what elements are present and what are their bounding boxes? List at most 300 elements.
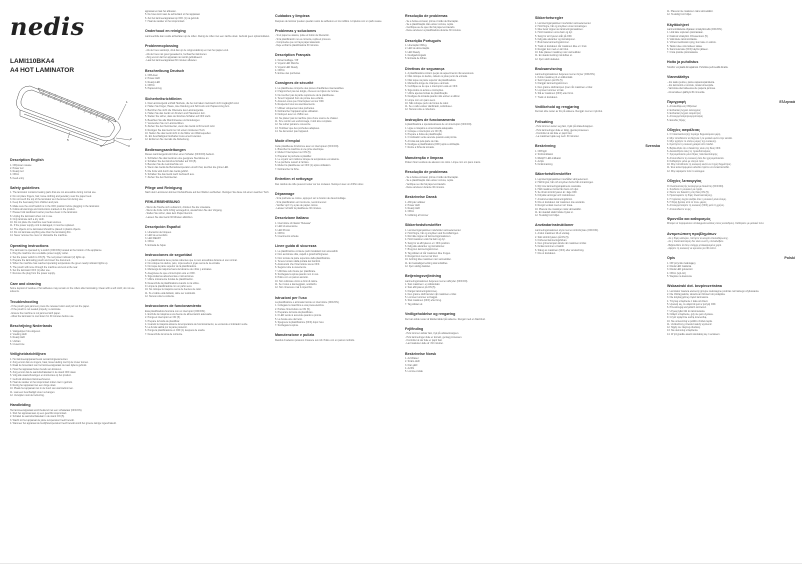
- section-title: Problemas y soluciones: [275, 28, 317, 33]
- section-heading: [10, 324, 138, 328]
- section: [275, 29, 400, 48]
- section-list: [667, 81, 795, 94]
- list-item: 12. Μην αφαιρείτε ποτέ το κάλυμμα.: [667, 169, 705, 173]
- section-title: Vedlikehold og rengjøring: [535, 104, 580, 109]
- section-heading: [145, 186, 270, 190]
- list-item: 11. En skadet ledning må skiftes ut.: [535, 54, 573, 58]
- list-item: 1. Koble maskinen til en stikkontakt.: [535, 75, 574, 79]
- list-item: 8. Tag stikket ud når maskinen ikke bruges.: [405, 251, 451, 255]
- list-item: 7. Utilice únicamente fundas de plastificación.: [145, 278, 194, 282]
- list-item: 7. Please hold cardboard carrier pouches clean in the laminator.: [10, 211, 78, 215]
- list-item: 12. Entfernen Sie niemals die Abdeckung.: [145, 138, 190, 142]
- section-title: Bedienungsanleitungen: [145, 147, 186, 152]
- section-heading: [405, 156, 530, 160]
- list-item: 1. Interruttore di rilascio "Release": [275, 221, 312, 225]
- section-title: Cuidados y limpieza: [275, 14, 310, 18]
- section: [667, 232, 795, 251]
- section-title: Resolução de problemas: [405, 14, 448, 18]
- section-paragraph: Nach dem Laminieren können Klebstoffreste auf den Walzen verbleiben. Reinigen Sie diese mit einem weichen Tuch.: [145, 191, 270, 195]
- list-item: 6. Mettez la plastifieuse sur OFF (1) après utilisation.: [275, 164, 331, 168]
- section-title: Probleemoplossing: [145, 43, 179, 48]
- list-item: 5. Make sure the on/off switch is in the OFF position before plugging in the laminator.: [10, 204, 100, 208]
- list-item: 14. W przypadku awarii skontaktuj się z serwisem.: [667, 332, 721, 336]
- list-item: 1. Vastgelopen foto-uitgeven: [10, 329, 41, 333]
- list-item: 3. Berühren Sie nicht die Oberseite des Laminiergeräts.: [145, 108, 204, 112]
- list-item: - Si el papel se atasca, pulse el botón de liberación.: [275, 34, 330, 38]
- section-title: Description Français: [275, 53, 311, 58]
- section-heading: [667, 75, 795, 79]
- list-item: 6. Ακολουθήστε όλες τις προειδοποιήσεις.: [667, 149, 712, 153]
- list-item: 2. Power LED: [405, 203, 420, 207]
- section-title: FEHLERBEHEBUNG: [145, 200, 180, 205]
- list-item: 5. Inserimento schede: [275, 235, 299, 239]
- list-item: 7. Retire a ficha da tomada.: [405, 146, 435, 150]
- section-title: Resolução de problemas: [405, 170, 448, 175]
- list-item: - Vérifiez qu'il n'y a pas de papier coincé.: [275, 203, 319, 207]
- list-item: 7. Ziehen Sie den Netzstecker.: [145, 176, 178, 180]
- list-item: 6. Siga todos os avisos e instruções.: [405, 88, 444, 92]
- section: [10, 403, 138, 425]
- list-item: 6. Przestrzegaj wszystkich ostrzeżeń.: [667, 306, 707, 310]
- list-item: - Hvis lamineringen ikke er korrekt, gentag processen.: [405, 335, 463, 339]
- section: [145, 97, 270, 142]
- list-item: 5. Papiereinzug: [145, 87, 162, 91]
- list-item: - Jos laminointi ei onnistu, toista toimenpide.: [667, 84, 714, 88]
- section-list: [405, 280, 530, 306]
- section-list: [405, 123, 530, 149]
- callout-1: 1: [126, 100, 128, 104]
- section: [145, 225, 270, 247]
- list-item: 6. Siga todas las advertencias e instrucciones.: [145, 275, 195, 279]
- section-heading: [10, 244, 138, 248]
- section: [667, 100, 795, 122]
- list-item: 2. Coloque o interruptor em ON (5).: [405, 129, 443, 133]
- section: [405, 274, 530, 306]
- section-heading: [10, 158, 138, 162]
- list-item: 10. Placera inte maskinen nära värmekällor.: [535, 207, 582, 211]
- list-item: 11. Ein beschädigtes Netzkabel muss ersetzt werden.: [145, 135, 202, 139]
- list-item: 4. Håll maskinen borta från barn och djur.: [535, 187, 579, 191]
- section: [10, 324, 138, 346]
- section-title: Vianmääritys: [667, 75, 690, 80]
- section-title: Säkerhetsföreskrifter: [535, 172, 572, 177]
- list-item: 12. Nigdy nie zdejmuj obudowy.: [667, 326, 701, 330]
- section: [10, 352, 138, 397]
- list-item: 3. Prepare the laminating pouch and insert the document.: [10, 259, 71, 263]
- list-item: Lamineringsmaskinen styrs med en strömbrytare (OFF/ON).: [535, 228, 599, 232]
- section: [405, 14, 530, 33]
- section-title: Descripción Español: [145, 225, 181, 230]
- section-heading: [405, 327, 530, 331]
- section-list: [10, 249, 138, 275]
- list-item: 4. Av/på: [535, 159, 544, 163]
- list-item: 9. Reinig het apparaat met een droge doek.: [10, 384, 57, 388]
- section-list: [10, 330, 138, 346]
- section: [145, 200, 270, 219]
- list-item: 2. LED de encendido: [145, 233, 168, 237]
- section-title: Feilsøking: [535, 119, 553, 124]
- section-paragraph: Some deposit of residue of hot adhesive may remain on the rollers after laminating. Clean with a soft cloth; do not use solvents.: [10, 287, 135, 294]
- list-item: 3. Rør ikke toppen af lamineringsmaskinen.: [405, 235, 451, 239]
- list-item: 10. Plaats het apparaat niet in de buurt van warmtebronnen.: [10, 387, 74, 391]
- section-paragraph: Der kan sidde rester af klæbemiddel på valserne. Rengør med en blød klud.: [405, 317, 486, 321]
- section: [145, 44, 270, 63]
- list-item: 2. Ενδεικτική λυχνία λειτουργίας: [667, 108, 701, 112]
- language-label: Polski: [784, 256, 795, 261]
- section-paragraph: Residui di adesivo possono rimanere sui rulli. Pulire con un panno morbido.: [275, 338, 355, 342]
- list-item: 5. Lomme-inntak: [405, 370, 423, 374]
- list-item: 3. Klargør lamineringslommen.: [405, 289, 438, 293]
- section-title: Instrucciones de seguridad: [145, 253, 192, 258]
- list-item: 5. Asegúrese de que el interruptor esté en OFF.: [145, 271, 196, 275]
- list-item: 5. Fickan kommer ut baktill.: [535, 245, 565, 249]
- list-item: 1. Collegare la macchina a una presa elettrica.: [275, 304, 325, 308]
- list-item: 1. Das Laminiergerät enthält Heizteile, die bei normalem Gebrauch nicht zugänglich sind.: [145, 102, 240, 106]
- list-item: - Anna laitteen jäähtyä 30 minuuttia.: [667, 90, 706, 94]
- list-item: 11. If the power supply cord is damaged, it must be replaced.: [10, 224, 75, 228]
- list-item: 7. Remove the plug from the power supply.: [10, 272, 56, 276]
- list-item: 2. Power-LED: [145, 77, 160, 81]
- list-item: 3. Dioda LED gotowości: [667, 268, 693, 272]
- section: [275, 244, 400, 289]
- section: [275, 177, 400, 186]
- section-title: Sikkerhetsregler: [535, 16, 564, 20]
- section-title: Pflege und Reinigung: [145, 185, 182, 190]
- list-item: - Wenn die Folie nicht richtig versiegelt ist, wiederholen Sie den Vorgang.: [145, 209, 223, 213]
- list-item: 6. Απενεργοποιήστε τη συσκευή (OFF) μετά τη χρήση.: [667, 204, 725, 208]
- list-item: 4. Houd het apparaat buiten bereik van kinderen.: [10, 367, 62, 371]
- list-item: 3. Ready led: [10, 170, 24, 174]
- list-item: 3. Ready-LED: [145, 80, 161, 84]
- list-item: 3. Wacht tot het apparaat de juiste temperatuur heeft bereikt.: [10, 418, 75, 422]
- list-item: - Wenn die Tasche sich verklemmt, drücken Sie die Lösetaste.: [145, 205, 211, 209]
- list-item: 4. Απενεργοποίηση/ενεργοποίηση: [667, 115, 704, 119]
- list-item: 11. Uszkodzony przewód należy wymienić.: [667, 322, 713, 326]
- list-item: 8. Unplug the laminator when not in use.: [10, 214, 53, 218]
- list-item: 1. Off/power release: [10, 163, 32, 167]
- section-list: [145, 259, 270, 299]
- section-list: [405, 176, 530, 189]
- list-item: 6. Sammuta laite (OFF) käytön jälkeen.: [667, 47, 709, 51]
- section-heading: [10, 282, 138, 286]
- section-list: [145, 49, 270, 62]
- section-title: Istruzioni per l'uso: [275, 295, 307, 300]
- section: [405, 118, 530, 150]
- list-item: 3. Nie dotykaj górnej części laminatora.: [667, 296, 709, 300]
- list-item: 1. Plug the machine into a suitable power supply outlet.: [10, 252, 69, 256]
- list-item: 4. When the machine has reached operating temperature the green ready indicator lights up.: [10, 262, 108, 266]
- list-item: - Kontroller at det ikke er papir fast.: [535, 131, 573, 135]
- list-item: 2. Hold fingre, hår og smykker unna innmatingen.: [535, 24, 588, 28]
- list-item: 4. Off/on: [405, 210, 415, 214]
- list-item: 8. Desenchufe la plastificadora cuando no la utilice.: [145, 281, 200, 285]
- section-title: Consignes de sécurité: [275, 81, 314, 86]
- list-item: 5. Upewnij się, że włącznik jest w pozycji OFF.: [667, 303, 717, 307]
- list-item: 10. Ne placez pas la machine près d'une source de chaleur.: [275, 116, 339, 120]
- section-list: [10, 409, 138, 425]
- list-item: 1. Liberación de bloqueo: [145, 230, 172, 234]
- section-title: Instruções de funcionamento: [405, 117, 456, 122]
- list-item: - Compruebe que no haya papel atascado.: [275, 40, 321, 44]
- section-title: Description English: [10, 158, 44, 162]
- list-item: 4. Mantenga la máquina fuera del alcance de niños y animales.: [145, 268, 212, 272]
- section: [145, 304, 270, 336]
- list-item: 3. Non toccare la parte superiore della plastificatrice.: [275, 256, 331, 260]
- list-item: 1. Off/Lösen: [145, 74, 158, 78]
- list-item: 9. Reinigen Sie das Gerät nur mit einem trockenen Tuch.: [145, 128, 206, 132]
- section: [667, 179, 795, 211]
- list-item: 1. Ο πλαστικοποιητής περιέχει θερμαινόμενα μέρη.: [667, 133, 721, 137]
- list-item: 9. Czyść wyłącznie suchą ściereczką.: [667, 316, 707, 320]
- section-heading: [145, 253, 270, 257]
- list-item: 9. Καθαρίζετε μόνο με στεγνό πανί.: [667, 159, 705, 163]
- section-heading: [667, 23, 795, 27]
- list-item: 6. Schalten Sie das Gerät nach Gebrauch aus.: [145, 173, 195, 176]
- list-item: 10. No coloque la máquina cerca de fuentes de calor.: [145, 288, 202, 292]
- list-item: 5. Βεβαιωθείτε ότι ο διακόπτης είναι στη θέση OFF.: [667, 146, 721, 150]
- section-heading: [405, 14, 530, 18]
- list-item: - Verifique se não há papel encravado.: [405, 182, 446, 186]
- section-title: Beschrijving Nederlands: [10, 324, 53, 329]
- list-item: 2. Θέστε τον διακόπτη στη θέση ON (5).: [667, 191, 710, 195]
- section-heading: [667, 217, 795, 221]
- list-item: 7. Verwenden Sie nur Laminierfolien.: [145, 121, 185, 125]
- section-list: [535, 229, 660, 255]
- list-item: 2. Dioda LED zasilania: [667, 265, 692, 269]
- section: [535, 105, 660, 114]
- section: [275, 333, 400, 342]
- list-item: 4. Le voyant vert s'allume lorsque la température est atteinte.: [275, 157, 340, 161]
- section: [145, 69, 270, 91]
- list-item: 1. La plastificatrice contiene parti riscaldanti non accessibili.: [275, 249, 339, 253]
- list-item: Cette plastifieuse fonctionne avec un interrupteur (OFF/ON).: [275, 144, 339, 148]
- section-title: Hoito ja puhdistus: [667, 60, 699, 65]
- list-item: 2. Schalten Sie den Ein/Aus-Schalter auf ON (5).: [145, 159, 197, 163]
- list-item: 5. Entrée des pochettes: [275, 72, 301, 76]
- section-title: Sikkerhedsforskrifter: [405, 223, 442, 228]
- list-item: 4. Off/on: [145, 240, 155, 244]
- list-item: 3. READY LED-indikator: [535, 156, 561, 160]
- page-bottom-rule: [0, 563, 802, 564]
- section-title: Beskrivelse Norsk: [405, 351, 437, 356]
- section: [535, 16, 660, 61]
- callout-2: 2: [130, 137, 132, 141]
- section-heading: [145, 225, 270, 229]
- section-title: Operating instructions: [10, 243, 49, 248]
- list-item: 6. Beachten Sie alle Warnhinweise und Anleitungen.: [145, 118, 201, 122]
- list-item: 3. No toque la parte superior de la plastificadora.: [145, 265, 197, 269]
- list-item: 7. Brug kun lamineringslommer.: [405, 248, 439, 252]
- list-item: - If the pouch is not sealed properly, re-laminate.: [10, 308, 62, 312]
- list-item: - Deixe arrefecer a plastificadora durante 30 minutos.: [405, 29, 462, 33]
- list-item: 5. Η θήκη βγαίνει από το πίσω μέρος.: [667, 200, 707, 204]
- list-item: Ο πλαστικοποιητής λειτουργεί με διακόπτη (OFF/ON).: [667, 184, 724, 188]
- list-item: 2. Halten Sie Finger, Haare, lose Kleidung und Schmuck vom Papiereinzug fern.: [145, 105, 230, 109]
- section: [145, 186, 270, 195]
- list-item: 6. Respectez tous les avertissements.: [275, 103, 316, 107]
- section-title: Betjeningsvejledning: [405, 274, 442, 279]
- section-heading: [145, 200, 270, 204]
- list-item: 11. Se o cabo estiver danificado, substitua-o.: [405, 105, 453, 109]
- list-item: 2. Håll fingrar, hår och smycken borta från inmatningen.: [535, 181, 594, 185]
- section: [667, 75, 795, 94]
- list-item: 5. Lommen kommer ut bak.: [535, 89, 565, 93]
- section-list: [10, 191, 138, 237]
- section: [405, 352, 530, 374]
- column-6: [667, 0, 795, 566]
- list-item: - Αν η θήκη κολλήσει, πατήστε το κουμπί απελευθέρωσης.: [667, 237, 729, 241]
- list-item: 4. Wenn das Gerät die Betriebstemperatur erreicht hat, leuchtet die grüne LED.: [145, 166, 229, 170]
- list-item: 1. Sluit het apparaat aan op een geschikt stopcontact.: [10, 412, 68, 416]
- section: [10, 300, 138, 319]
- section-heading: [667, 284, 795, 288]
- section: [145, 10, 270, 23]
- list-item: 4. Off/On: [275, 68, 285, 72]
- list-item: 2. N'approchez pas les doigts, cheveux ou bijoux de l'entrée.: [275, 90, 340, 94]
- list-item: 10. Μην τοποθετείτε τη συσκευή κοντά σε πηγές θερμότητας.: [667, 163, 732, 167]
- section-heading: [535, 16, 660, 20]
- list-item: 7. Desenchufe la toma de corriente.: [145, 332, 183, 336]
- list-item: - Se a bolsa encravar, prima o botão de libertação.: [405, 19, 459, 23]
- list-item: 7. Gebruik uitsluitend lamineerhoezen.: [10, 377, 51, 381]
- section-title: Veiligheidsrichtlijnen: [10, 352, 46, 357]
- list-item: 7. Använd endast lamineringsfickor.: [535, 197, 573, 201]
- list-item: 12. Fjern aldrig dækslet.: [405, 264, 431, 268]
- list-item: 8. Trekk ut kontakten når maskinen ikke er i bruk.: [535, 44, 588, 48]
- list-item: 5. Tasku tulee ulos laitteen takaa.: [667, 44, 703, 48]
- section-list: [535, 125, 660, 138]
- list-item: 12. Ta aldrig bort höljet.: [667, 13, 692, 17]
- list-item: 3. Ready LED: [10, 336, 25, 340]
- list-item: 5. Feed entry: [10, 176, 25, 180]
- section-heading: [145, 44, 270, 48]
- list-item: 11. En beskadiget ledning skal udskiftes.: [405, 261, 449, 265]
- section: [667, 23, 795, 55]
- list-item: 10. Stellen Sie das Gerät nicht in die Nähe von Wärmequellen.: [145, 131, 212, 135]
- section-title: Entretien et nettoyage: [275, 177, 313, 181]
- section-title: Vedligeholdelse og rengøring: [405, 312, 456, 317]
- list-item: 11. Si le cordon est endommagé, il doit être remplacé.: [275, 119, 333, 123]
- list-item: 5. Lommen kommer ud bagpå.: [405, 296, 438, 300]
- section-heading: [405, 170, 530, 174]
- section-heading: [275, 244, 400, 248]
- list-item: 10. Do not place the machine near heat sources.: [10, 221, 62, 225]
- list-item: 4. Av/På: [405, 366, 414, 370]
- section-list: [405, 44, 530, 60]
- list-item: 3. Förbered lamineringsfickan.: [535, 238, 568, 242]
- list-item: 3. Raak de bovenkant van het lamineerapparaat niet aan tijdens gebruik.: [10, 364, 87, 368]
- section-heading: [10, 352, 138, 356]
- list-item: 5. Stellen Sie sicher, dass der Ein/Aus-Schalter auf OFF steht.: [145, 115, 211, 119]
- section-title: Safety guidelines: [10, 185, 40, 190]
- section-heading: [405, 39, 530, 43]
- section-heading: [405, 274, 530, 278]
- section-title: Beskrivelse Dansk: [405, 195, 437, 200]
- section-title: Troubleshooting: [10, 299, 39, 304]
- section-heading: [275, 192, 400, 196]
- section-list: [667, 10, 795, 17]
- section-paragraph: Podem ficar resíduos de adesivo nos rolos. Limpe com um pano macio.: [405, 161, 481, 165]
- section-title: Αντιμετώπιση προβλημάτων: [667, 231, 717, 236]
- section-heading: [275, 53, 400, 57]
- section: [145, 148, 270, 180]
- list-item: 5. Certifique-se de que o interruptor está em OFF.: [405, 85, 458, 89]
- list-item: - Αφήστε τη συσκευή να κρυώσει για 30 λεπτά.: [667, 247, 717, 251]
- column-5-text: [535, 0, 660, 255]
- list-item: 5. Fickinmatning: [535, 163, 553, 167]
- section-title: Fejlfinding: [405, 326, 424, 331]
- list-item: 1. Ligue a máquina a uma tomada adequada.: [405, 126, 454, 130]
- section: [405, 223, 530, 268]
- list-item: 2. Power led: [10, 166, 24, 170]
- list-item: - Stellen Sie sicher, dass kein Papier klemmt.: [145, 212, 193, 216]
- list-item: 2. Käännä virtakytkin ON-asentoon (5).: [667, 34, 709, 38]
- section-heading: [145, 97, 270, 101]
- section-title: Diretivas de segurança: [405, 66, 445, 71]
- list-item: 5. La funda saldrá por la parte posterior.: [145, 326, 188, 330]
- list-item: 2. Portare l'interruttore su ON (5).: [275, 307, 311, 311]
- list-item: 10. Nie umieszczaj w pobliżu źródeł ciepła.: [667, 319, 713, 323]
- section-paragraph: Des résidus de colle peuvent rester sur les rouleaux. Nettoyez avec un chiffon doux.: [275, 182, 364, 186]
- list-item: 3. Voyant LED Ready: [275, 65, 298, 69]
- list-item: 7. Scollegare la spina.: [275, 324, 299, 328]
- list-item: 2. Sätt strömbrytaren på ON (5).: [535, 235, 570, 239]
- list-item: - Certifique-se de que não há papel encravado.: [405, 26, 455, 30]
- callout-5: 5: [67, 138, 69, 142]
- list-item: 12. Nunca retire la cubierta.: [145, 294, 175, 298]
- list-item: 7. Dra ut kontakten.: [535, 252, 556, 256]
- section: [10, 282, 138, 294]
- section-title: Mode d'emploi: [275, 139, 301, 144]
- section-heading: [275, 81, 400, 85]
- list-item: 5. Sørg for at bryteren står på OFF.: [535, 34, 573, 38]
- section-heading: [405, 352, 530, 356]
- section-title: Handleiding: [10, 403, 31, 408]
- section: [275, 296, 400, 328]
- section-list: [145, 310, 270, 336]
- section-list: [405, 72, 530, 112]
- list-item: 5. Assicurarsi che l'interruttore sia su OFF.: [275, 263, 320, 267]
- section-heading: [10, 403, 138, 407]
- list-item: 6. Volg alle waarschuwingen en instructies op het product.: [10, 374, 72, 378]
- list-item: 6. Stäng av maskinen (OFF) efter användning.: [535, 248, 585, 252]
- list-item: 1. La plastifieuse comporte des pièces chauffantes inaccessibles.: [275, 86, 345, 90]
- list-item: 2. Do not place fingers, hair, loose clothing and jewellery near the paper feed.: [10, 194, 92, 198]
- section: [405, 39, 530, 61]
- section-heading: [667, 60, 795, 64]
- column-3: [275, 0, 400, 566]
- list-item: 3. Rör inte lamineringsmaskinens ovansida.: [535, 184, 582, 188]
- list-item: - Laissez refroidir la plastifieuse 30 minutes.: [275, 207, 322, 211]
- list-item: 1. Enchufe la máquina a una fuente de alimentación adecuada.: [145, 312, 212, 316]
- section: [535, 120, 660, 139]
- list-item: La plastificatrice è azionata tramite un interruttore (OFF/ON).: [275, 301, 340, 305]
- section-list: [10, 305, 138, 318]
- list-item: 11. Laat een beschadigd snoer vervangen.: [10, 390, 56, 394]
- list-item: 4. Κρατήστε τη συσκευή μακριά από παιδιά.: [667, 143, 714, 147]
- list-item: 1. Libertação Off/Lig.: [405, 44, 428, 48]
- list-item: 4. Den gröna lampan tänds när maskinen är klar.: [535, 242, 587, 246]
- list-item: 7. Débranchez la fiche.: [275, 167, 300, 171]
- list-item: 1. Sæt maskinen i en stikkontakt.: [405, 282, 441, 286]
- list-item: 3. Prepare la funda de plastificar.: [145, 319, 180, 323]
- list-item: 5. Invoerzone: [10, 342, 25, 346]
- list-item: Esta plastificadora funciona con un interruptor (OFF/ON).: [145, 309, 206, 313]
- list-item: 9. Limpe com um pano seco.: [405, 98, 436, 102]
- list-item: 13. Nie demontuj urządzenia.: [667, 329, 699, 333]
- section-heading: [405, 67, 530, 71]
- list-item: 6. Zet het lamineerapparaat op OFF (1) na gebruik.: [145, 16, 200, 20]
